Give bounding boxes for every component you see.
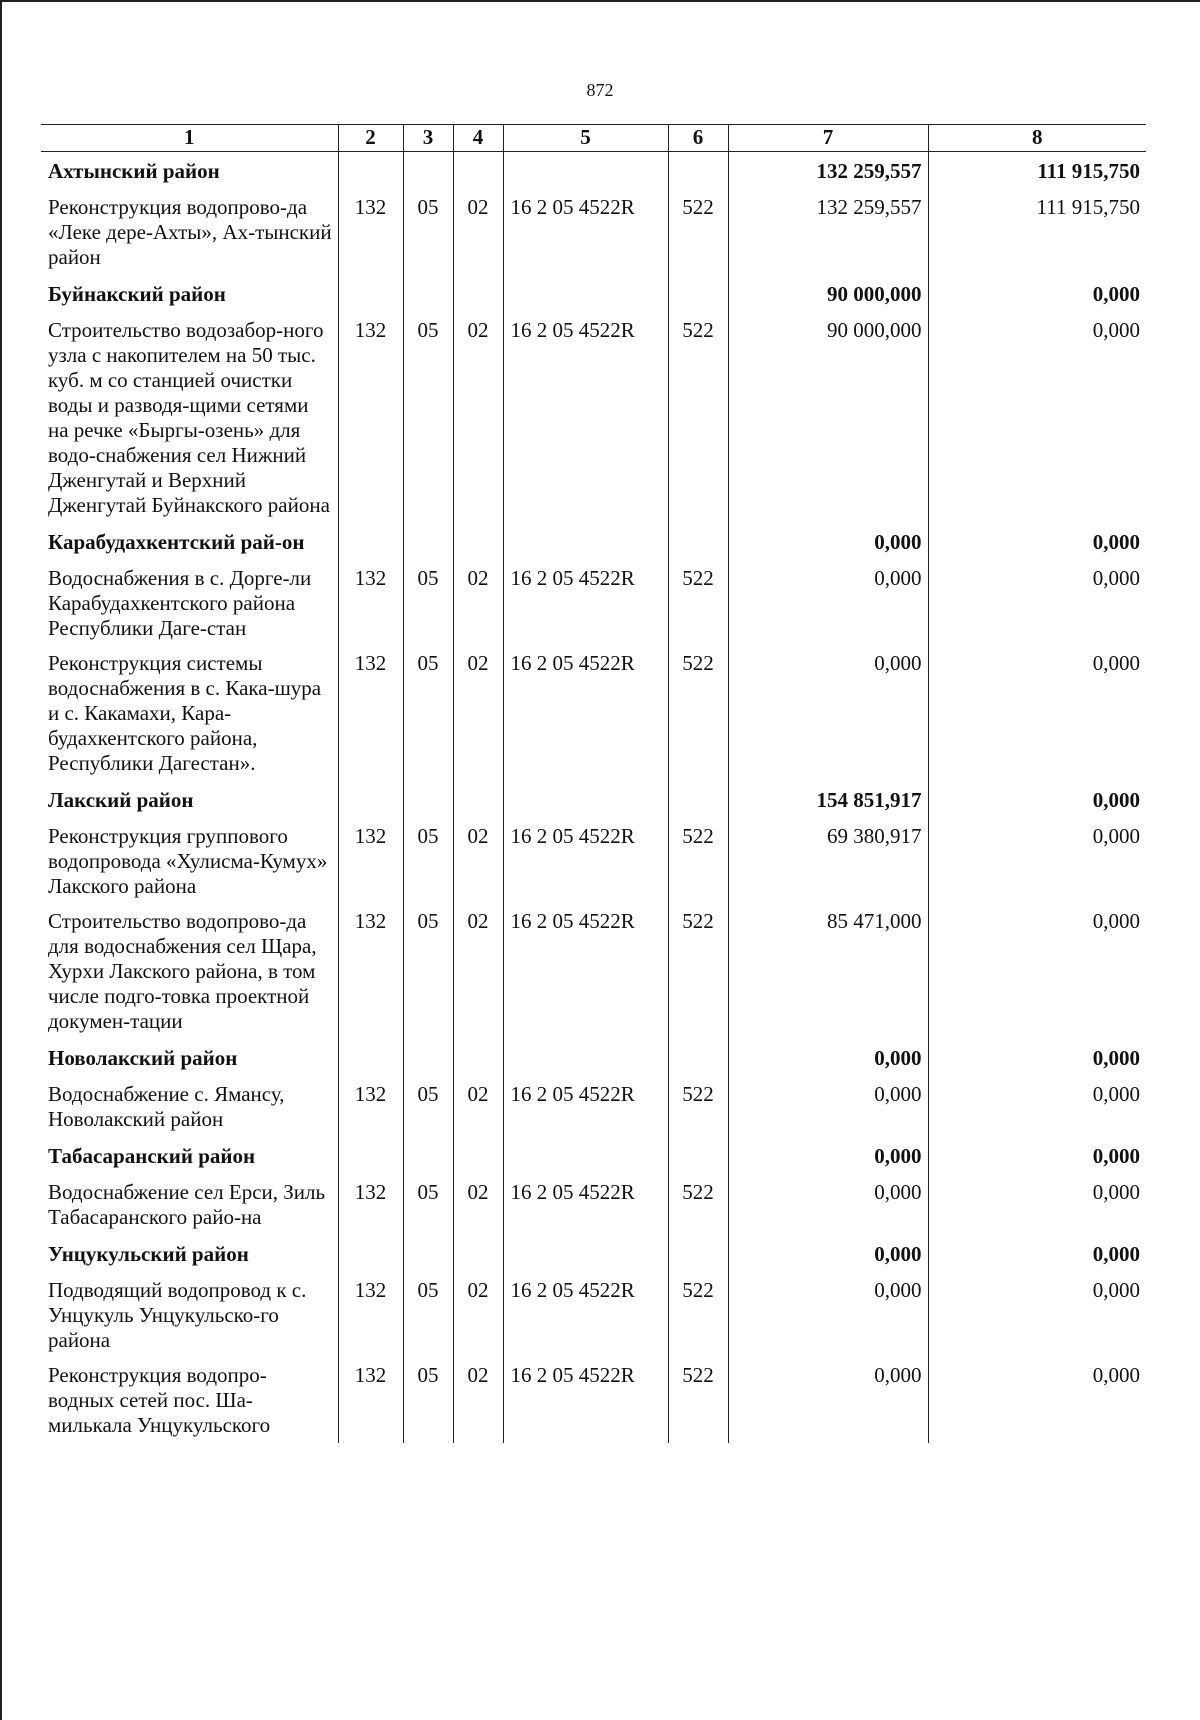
row-code-5-cell — [503, 523, 668, 561]
row-code-4-cell: 02 — [453, 1175, 503, 1235]
row-code-2-cell — [338, 275, 403, 313]
row-amount-8-cell: 111 915,750 — [928, 152, 1146, 191]
row-code-2-cell — [338, 152, 403, 191]
top-border-line — [0, 0, 1200, 2]
row-code-5-cell: 16 2 05 4522R — [503, 1077, 668, 1137]
row-code-2-cell — [338, 1235, 403, 1273]
column-header-1: 1 — [41, 125, 338, 152]
row-name-cell: Унцукульский район — [48, 1242, 249, 1266]
row-amount-8-cell: 0,000 — [928, 819, 1146, 904]
row-code-4-cell: 02 — [453, 1273, 503, 1358]
row-code-3-cell: 05 — [403, 904, 453, 1039]
row-code-5-cell: 16 2 05 4522R — [503, 313, 668, 523]
row-code-2-cell — [338, 1137, 403, 1175]
table-row — [41, 646, 1146, 781]
row-code-3-cell: 05 — [403, 1273, 453, 1358]
row-code-5-cell: 16 2 05 4522R — [503, 190, 668, 275]
row-code-6-cell — [668, 523, 728, 561]
row-code-4-cell: 02 — [453, 561, 503, 646]
row-code-3-cell — [403, 152, 453, 191]
row-name-cell: Реконструкция водопрово-да «Леке дере-Ахты», Ах-тынский район — [48, 195, 332, 269]
row-code-2-cell — [338, 523, 403, 561]
header-row — [41, 125, 1146, 152]
row-code-3-cell — [403, 275, 453, 313]
row-amount-8-cell: 0,000 — [928, 1077, 1146, 1137]
row-amount-8-cell: 0,000 — [928, 1235, 1146, 1273]
row-code-4-cell — [453, 152, 503, 191]
row-code-2-cell: 132 — [338, 561, 403, 646]
row-code-6-cell: 522 — [668, 646, 728, 781]
row-name-cell: Новолакский район — [48, 1046, 238, 1070]
row-amount-7-cell: 0,000 — [728, 646, 928, 781]
row-amount-8-cell: 111 915,750 — [928, 190, 1146, 275]
row-name-cell: Реконструкция группового водопровода «Хулисма-Кумух» Лакского района — [48, 824, 328, 898]
table-row — [41, 1358, 1146, 1443]
row-code-5-cell: 16 2 05 4522R — [503, 646, 668, 781]
row-amount-8-cell: 0,000 — [928, 1273, 1146, 1358]
row-name-cell: Водоснабжение с. Ямансу, Новолакский район — [48, 1082, 285, 1131]
row-code-6-cell — [668, 1235, 728, 1273]
row-code-2-cell: 132 — [338, 646, 403, 781]
row-amount-7-cell: 0,000 — [728, 1039, 928, 1077]
row-name-cell: Буйнакский район — [48, 282, 226, 306]
row-amount-8-cell: 0,000 — [928, 1039, 1146, 1077]
table-row — [41, 561, 1146, 646]
row-name-cell: Строительство водозабор-ного узла с накопителем на 50 тыс. куб. м со станцией очистки воды и разводя-щими сетями на речке «Быргы-озень» для водо-снабжения сел Нижний Дженгутай и Верхний Дженгутай Буйнакского района — [48, 318, 330, 517]
row-code-5-cell — [503, 1137, 668, 1175]
column-header-8: 8 — [928, 125, 1146, 152]
column-header-3: 3 — [403, 125, 453, 152]
row-amount-7-cell: 0,000 — [728, 523, 928, 561]
row-amount-8-cell: 0,000 — [928, 561, 1146, 646]
row-code-4-cell: 02 — [453, 1077, 503, 1137]
table-header — [41, 125, 1146, 152]
row-name-cell: Водоснабжение сел Ерси, Зиль Табасаранского райо-на — [48, 1180, 326, 1229]
district-row — [41, 1137, 1146, 1175]
row-code-3-cell — [403, 1235, 453, 1273]
row-code-4-cell — [453, 781, 503, 819]
row-code-5-cell — [503, 781, 668, 819]
row-code-2-cell: 132 — [338, 190, 403, 275]
row-code-3-cell: 05 — [403, 819, 453, 904]
row-code-3-cell — [403, 523, 453, 561]
row-code-6-cell: 522 — [668, 561, 728, 646]
column-header-4: 4 — [453, 125, 503, 152]
row-amount-8-cell: 0,000 — [928, 313, 1146, 523]
row-code-6-cell — [668, 275, 728, 313]
row-amount-7-cell: 0,000 — [728, 1175, 928, 1235]
row-code-6-cell: 522 — [668, 1077, 728, 1137]
row-code-3-cell — [403, 1137, 453, 1175]
table-row — [41, 819, 1146, 904]
page-number: 872 — [586, 80, 614, 100]
table-row — [41, 190, 1146, 275]
row-code-5-cell — [503, 152, 668, 191]
row-amount-7-cell: 90 000,000 — [728, 313, 928, 523]
row-code-5-cell: 16 2 05 4522R — [503, 1273, 668, 1358]
row-amount-8-cell: 0,000 — [928, 275, 1146, 313]
row-code-2-cell — [338, 781, 403, 819]
row-amount-7-cell: 132 259,557 — [728, 152, 928, 191]
row-amount-8-cell: 0,000 — [928, 1175, 1146, 1235]
row-name-cell: Реконструкция водопро-водных сетей пос. Ша-милькала Унцукульского — [48, 1363, 271, 1437]
row-amount-7-cell: 154 851,917 — [728, 781, 928, 819]
row-code-6-cell: 522 — [668, 819, 728, 904]
column-header-7: 7 — [728, 125, 928, 152]
table-body — [41, 152, 1146, 1444]
row-code-5-cell — [503, 1235, 668, 1273]
table-row — [41, 904, 1146, 1039]
row-code-4-cell: 02 — [453, 1358, 503, 1443]
district-row — [41, 152, 1146, 191]
row-code-2-cell: 132 — [338, 904, 403, 1039]
district-row — [41, 275, 1146, 313]
row-amount-7-cell: 69 380,917 — [728, 819, 928, 904]
row-code-6-cell — [668, 1039, 728, 1077]
row-name-cell: Табасаранский район — [48, 1144, 256, 1168]
row-amount-7-cell: 132 259,557 — [728, 190, 928, 275]
row-amount-7-cell: 0,000 — [728, 1273, 928, 1358]
table-row — [41, 313, 1146, 523]
row-code-3-cell: 05 — [403, 1358, 453, 1443]
budget-table — [41, 124, 1146, 1443]
row-code-4-cell — [453, 1137, 503, 1175]
row-code-6-cell: 522 — [668, 1175, 728, 1235]
row-code-2-cell — [338, 1039, 403, 1077]
row-code-4-cell: 02 — [453, 646, 503, 781]
row-code-6-cell: 522 — [668, 1358, 728, 1443]
column-header-6: 6 — [668, 125, 728, 152]
district-row — [41, 523, 1146, 561]
row-code-2-cell: 132 — [338, 1077, 403, 1137]
row-code-6-cell: 522 — [668, 904, 728, 1039]
table-row — [41, 1273, 1146, 1358]
row-code-6-cell: 522 — [668, 1273, 728, 1358]
row-code-4-cell: 02 — [453, 313, 503, 523]
row-name-cell: Водоснабжения в с. Дорге-ли Карабудахкентского района Республики Даге-стан — [48, 566, 312, 640]
row-amount-7-cell: 85 471,000 — [728, 904, 928, 1039]
row-code-2-cell: 132 — [338, 1175, 403, 1235]
row-code-5-cell: 16 2 05 4522R — [503, 904, 668, 1039]
left-edge-line — [0, 0, 2, 1720]
row-name-cell: Карабудахкентский рай-он — [48, 530, 305, 554]
row-code-5-cell — [503, 275, 668, 313]
row-code-3-cell — [403, 781, 453, 819]
row-code-2-cell: 132 — [338, 313, 403, 523]
table-row — [41, 1077, 1146, 1137]
row-code-4-cell — [453, 523, 503, 561]
row-code-6-cell — [668, 1137, 728, 1175]
column-header-5: 5 — [503, 125, 668, 152]
row-code-3-cell: 05 — [403, 561, 453, 646]
row-code-3-cell: 05 — [403, 1077, 453, 1137]
row-code-5-cell — [503, 1039, 668, 1077]
district-row — [41, 1235, 1146, 1273]
table-row — [41, 1175, 1146, 1235]
row-code-3-cell — [403, 1039, 453, 1077]
row-code-4-cell: 02 — [453, 904, 503, 1039]
row-code-3-cell: 05 — [403, 190, 453, 275]
row-name-cell: Подводящий водопровод к с. Унцукуль Унцукульско-го района — [48, 1278, 307, 1352]
row-code-3-cell: 05 — [403, 646, 453, 781]
row-code-4-cell — [453, 275, 503, 313]
row-code-5-cell: 16 2 05 4522R — [503, 561, 668, 646]
row-amount-8-cell: 0,000 — [928, 646, 1146, 781]
column-header-2: 2 — [338, 125, 403, 152]
row-code-2-cell: 132 — [338, 1273, 403, 1358]
row-amount-7-cell: 0,000 — [728, 1235, 928, 1273]
row-amount-8-cell: 0,000 — [928, 781, 1146, 819]
row-amount-8-cell: 0,000 — [928, 523, 1146, 561]
row-code-4-cell: 02 — [453, 190, 503, 275]
district-row — [41, 781, 1146, 819]
row-code-2-cell: 132 — [338, 1358, 403, 1443]
row-code-6-cell: 522 — [668, 313, 728, 523]
row-amount-7-cell: 0,000 — [728, 561, 928, 646]
row-amount-8-cell: 0,000 — [928, 904, 1146, 1039]
row-name-cell: Строительство водопрово-да для водоснабжения сел Щара, Хурхи Лакского района, в том числе подго-товка проектной докумен-тации — [48, 909, 317, 1033]
row-amount-8-cell: 0,000 — [928, 1358, 1146, 1443]
row-code-6-cell — [668, 152, 728, 191]
row-name-cell: Лакский район — [48, 788, 194, 812]
row-amount-8-cell: 0,000 — [928, 1137, 1146, 1175]
district-row — [41, 1039, 1146, 1077]
row-code-5-cell: 16 2 05 4522R — [503, 1175, 668, 1235]
row-code-6-cell: 522 — [668, 190, 728, 275]
row-code-5-cell: 16 2 05 4522R — [503, 1358, 668, 1443]
row-amount-7-cell: 0,000 — [728, 1077, 928, 1137]
row-amount-7-cell: 0,000 — [728, 1137, 928, 1175]
row-amount-7-cell: 0,000 — [728, 1358, 928, 1443]
row-code-2-cell: 132 — [338, 819, 403, 904]
row-name-cell: Ахтынский район — [48, 159, 220, 183]
row-name-cell: Реконструкция системы водоснабжения в с. Кака-шура и с. Какамахи, Кара-будахкентского района, Республики Дагестан». — [48, 651, 322, 775]
row-code-4-cell — [453, 1235, 503, 1273]
row-amount-7-cell: 90 000,000 — [728, 275, 928, 313]
row-code-4-cell — [453, 1039, 503, 1077]
row-code-6-cell — [668, 781, 728, 819]
row-code-4-cell: 02 — [453, 819, 503, 904]
row-code-5-cell: 16 2 05 4522R — [503, 819, 668, 904]
row-code-3-cell: 05 — [403, 313, 453, 523]
row-code-3-cell: 05 — [403, 1175, 453, 1235]
